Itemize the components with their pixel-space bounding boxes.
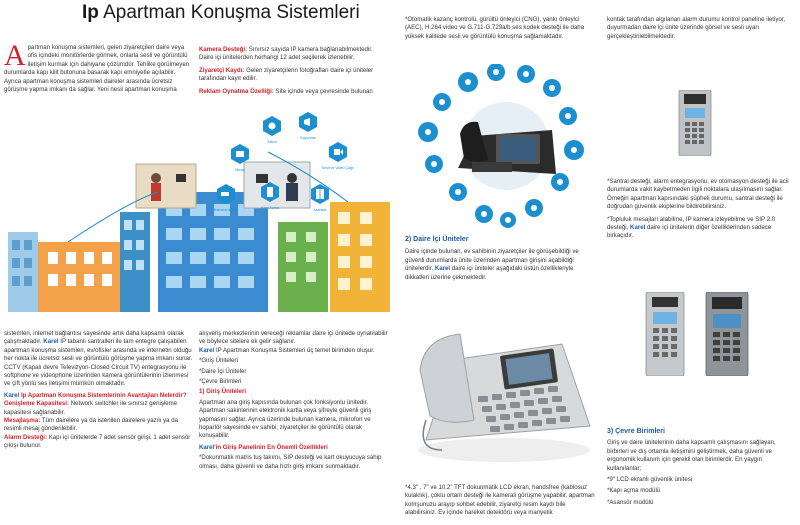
giris-heading: 1) Giriş Üniteleri [199,388,247,396]
kamera-title: Kamera Desteği: [199,46,248,53]
ozellikler-karel: Karel [199,443,215,451]
reklam-text: Site içinde veya çevresinde bulunan [275,87,373,95]
dokunmatik-text: *Dokunmatik matris tuş takımı, SIP desteği ve kart okuyucuya sahip olması, daha güvenli ve daha hızlı giriş imkanı sunmaktadır. [199,454,382,470]
alarm-paragraph [4,434,194,451]
page-title-bold: Ip [82,2,99,23]
avantajlar-karel: Karel [4,391,20,399]
daire-karel: Karel [434,265,451,273]
topluluk-paragraph [607,216,793,241]
intro-paragraph [4,39,190,94]
entry-panels-pair [642,292,754,376]
daire-text [405,248,597,282]
uc-birim-karel: Karel [199,346,215,354]
uc-birim-text: IP Apartman Konuşma Sistemleri üç temel birimden oluşur. [215,346,375,354]
diagram-icon-asansor [311,184,329,212]
avantajlar-heading [4,392,194,400]
apartment-diagram [8,112,393,320]
intro-text: partman konuşma sistemleri, gelen ziyaretçileri daire veya ofis içindeki monitörlerde görmek, onlarla sesli ve görüntülü iletişim kurmak için dahiyane çözümdür. Tehlike görülmeyen durumlarda kapı kilit butonuna basarak kapı emniyetle açılabilir. Ayrıca apartman konuşma sistemleri daireler arasında ücretsiz görüşme yapma imkanı da sağlar. Yeni nesil apartman konuşma [4,44,190,94]
col3-top-text: *Otomatik kazanç kontrolü, gürültü önleyici (CNG), yankı önleyici (AEC), H.264 video ve G.711-G.729a/b ses kodek desteği ile daha yüksek kalitede sesli ve görüntülü konuşma sağlamaktadır. [405,16,585,40]
topluluk-text-b: daire içi ünitelerin diğer özelliklerinden sadece birkaçıdır. [607,224,772,240]
topluluk-text-a: *Topluluk mesajları alabilme, IP kamera izleyebilme ve SIP 2.0 desteği, [607,215,776,232]
diagram-label-duyurular: Duyurular [300,136,316,140]
daire-heading: 2) Daire İçi Üniteler [405,236,469,243]
col4-top [607,16,793,41]
entry-panel-a [646,292,684,376]
entry-panel-illustration [675,90,715,156]
diagram-label-kapi-acma: Kapı Açma [261,206,279,210]
diagram-label-alarm: Alarm [267,140,277,144]
avantajlar-rest: Ip Apartman Konuşma Sistemlerinin Avantajları Nelerdir? [20,391,187,399]
reklam-paragraph [199,88,385,96]
list-item: *Asansör modülü [607,498,654,506]
interior-scene-right [244,162,310,208]
sistemleri-text-b: IP tabanlı santralleri ile tam entegre çalışabilen apartman konuşma sistemleri, ev/ofisler arasında ve internetin olduğu her nokta ile ücretsiz sesli ve görüntülü görüşme yapma imkanı sunar. CCTV (Kapalı devre Televizyon-Closed Circuit TV) entegrasyonu ile softphone ve videophone üzerinden kamera görüntülerinin izlenmesi ve çift yönlü ses iletişimi mümkün olmaktadır. [4,338,193,388]
giris-text: Apartman ana giriş kapısında bulunan çok fonksiyonlu ünitedir. Apartman sakinlerinin elektronik kartla veya şifreyle güvenli giriş yapmasını sağlar. Ayrıca üzerinde bulunan kamera, mikrofon ve hoparlör sayesinde ev sahibi, ziyaretçiler ile görüntülü olarak konuşabilir. [199,398,372,440]
col3-bottom-text: *4.3" , 7" ve 10.2" TFT dokunmatik LCD ekran, handsfree (kablosuz kulaklık), çoklu ortam desteği ile kamerali görüşme yapabilir, apartman komşunuzu arayıp sohbet edebilir, ziyaretçi resim kaydı bile alabilirsiniz. Ev içinde hareket detektörü veya manyetik [405,484,595,517]
col1-bottom [4,330,194,451]
intro-dropcap: A [4,39,26,72]
col2-bottom [199,330,389,471]
col4-top-text: kontak tarafından algılanan alarm durumu kontrol paneline iletiyor, duyurmadan daire içi ünite üzerinde görsel ve sesli uyarı gerçekleştirilebilmektedir. [607,16,786,40]
diagram-label-asansor: Asansör [313,208,327,212]
col2-top [199,46,385,96]
diagram-icon-alarm [263,116,281,144]
reklam-title: Reklam Oynatma Özelliği: [199,87,274,95]
genisleme-title: Genişleme Kapasitesi: [4,400,70,408]
col4-mid [607,178,793,241]
cevre-heading: 3) Çevre Birimleri [607,428,665,435]
col4-bottom [607,428,793,507]
daire-text-a: Daire içinde bulunan, ev sahibinin ziyaretçiler ile görüşebildiği ve güvenli durumlarda ünite üzerinden apartman girişini açabildiği ünitelerdir. [405,248,579,273]
diagram-label-kamera: Kamera İzleme [213,208,239,212]
desk-phone-illustration [408,64,598,230]
ziyaretci-title: Ziyaretçi Kaydı: [199,66,245,74]
page-title-rest: Apartman Konuşma Sistemleri [103,2,360,23]
uc-birim-paragraph [199,347,389,355]
ozellikler-rest: 'in Giriş Panelinin En Önemli Özellikleri [214,443,328,451]
list-item: *Çevre Birimleri [199,378,242,386]
diagram-label-sesli-video: Sesli ve Video Çağrı [321,166,355,170]
list-item: *Kapı açma modülü [607,487,661,495]
sistemleri-text-a: sistemleri, internet bağlantısı sayesinde artık daha kapsamlı olarak çalışmaktadır. [4,330,184,346]
diagram-icon-kamera [214,184,238,212]
cevre-text: Giriş ve daire ünitelerinin daha kapsamlı çalışmasını sağlayan, birbirleri ve dış ortamla iletişimini geliştirmek, daha güvenli ve ergonomik kullanım için gerekli olan birimlerdir. En yaygın kullanılanlar; [607,439,776,472]
mesajlasma-paragraph [4,417,194,434]
list-item: *Daire İçi Üniteler [199,367,247,375]
sistemleri-karel: Karel [43,338,59,346]
col3-top [405,16,591,41]
daire-section [405,236,597,282]
ziyaretci-paragraph [199,67,385,84]
alarm-title: Alarm Desteği: [4,433,48,441]
genisleme-paragraph [4,400,194,417]
building-left [8,212,150,312]
ozellikler-heading [199,444,389,452]
kamera-text: Sınırsız sayıda IP kamera bağlanabilmektedir. Daire içi ünitelerden herhangi 12 adet seçilerek izlenebilir. [199,46,373,62]
col3-bottom [405,484,597,518]
mesajlasma-title: Mesajlaşma: [4,417,41,425]
page-title [82,2,360,24]
indoor-unit-phone [412,300,596,466]
topluluk-karel: Karel [630,224,646,232]
genisleme-text: Network switchler ile sınırsız genişleme kapasitesi sağlanabilir. [4,400,178,416]
interior-scene-left [136,164,196,208]
sistemleri-paragraph [4,330,194,389]
santral-paragraph: *Santral desteği, alarm entegrasyonu, ev otomasyon desteği ile acil durumlarda vakit kaybetmeden ilgili noktalara ulaşılmasını sağlar. Örneğin apartman kapısındaki şüpheli durumu, santral desteği ile doğrudan güvenlik ekiplerine bildirebilirsiniz. [607,178,789,211]
entry-panel-b [706,292,748,376]
alisveris-paragraph: alışveriş merkezlerinin vereceği reklamlar daire içi ünitede oynatılabilir ve böylece sitelere ek gelir sağlanır. [199,330,388,346]
list-item: *9" LCD ekranlı güvenlik ünitesi [607,476,693,484]
diagram-icon-duyurular [299,112,317,140]
diagram-icon-kapi-acma [261,182,279,210]
daire-text-b: daire içi üniteler aşağıdaki üstün özellikleriyle dikkatleri üzerine çekmektedir. [405,265,574,281]
mesajlasma-text: Tüm dairelere ya da istenilen dairelere yazılı ya da resimli mesaj gönderilebilir. [4,417,179,433]
kamera-paragraph [199,46,385,63]
alarm-text: Kapı içi ünitelerde 7 adet sensör girişi, 1 adet sensör çıkışı bulunur. [4,433,191,450]
building-right [278,202,390,312]
ziyaretci-text: Gelen ziyaretçilerin fotoğrafları daire içi üniteler tarafından kayıt edilir. [199,66,374,83]
diagram-label-mesaj: Mesaj [235,168,245,172]
list-item: *Giriş Üniteleri [199,357,238,365]
diagram-icon-sesli-video [322,142,355,170]
